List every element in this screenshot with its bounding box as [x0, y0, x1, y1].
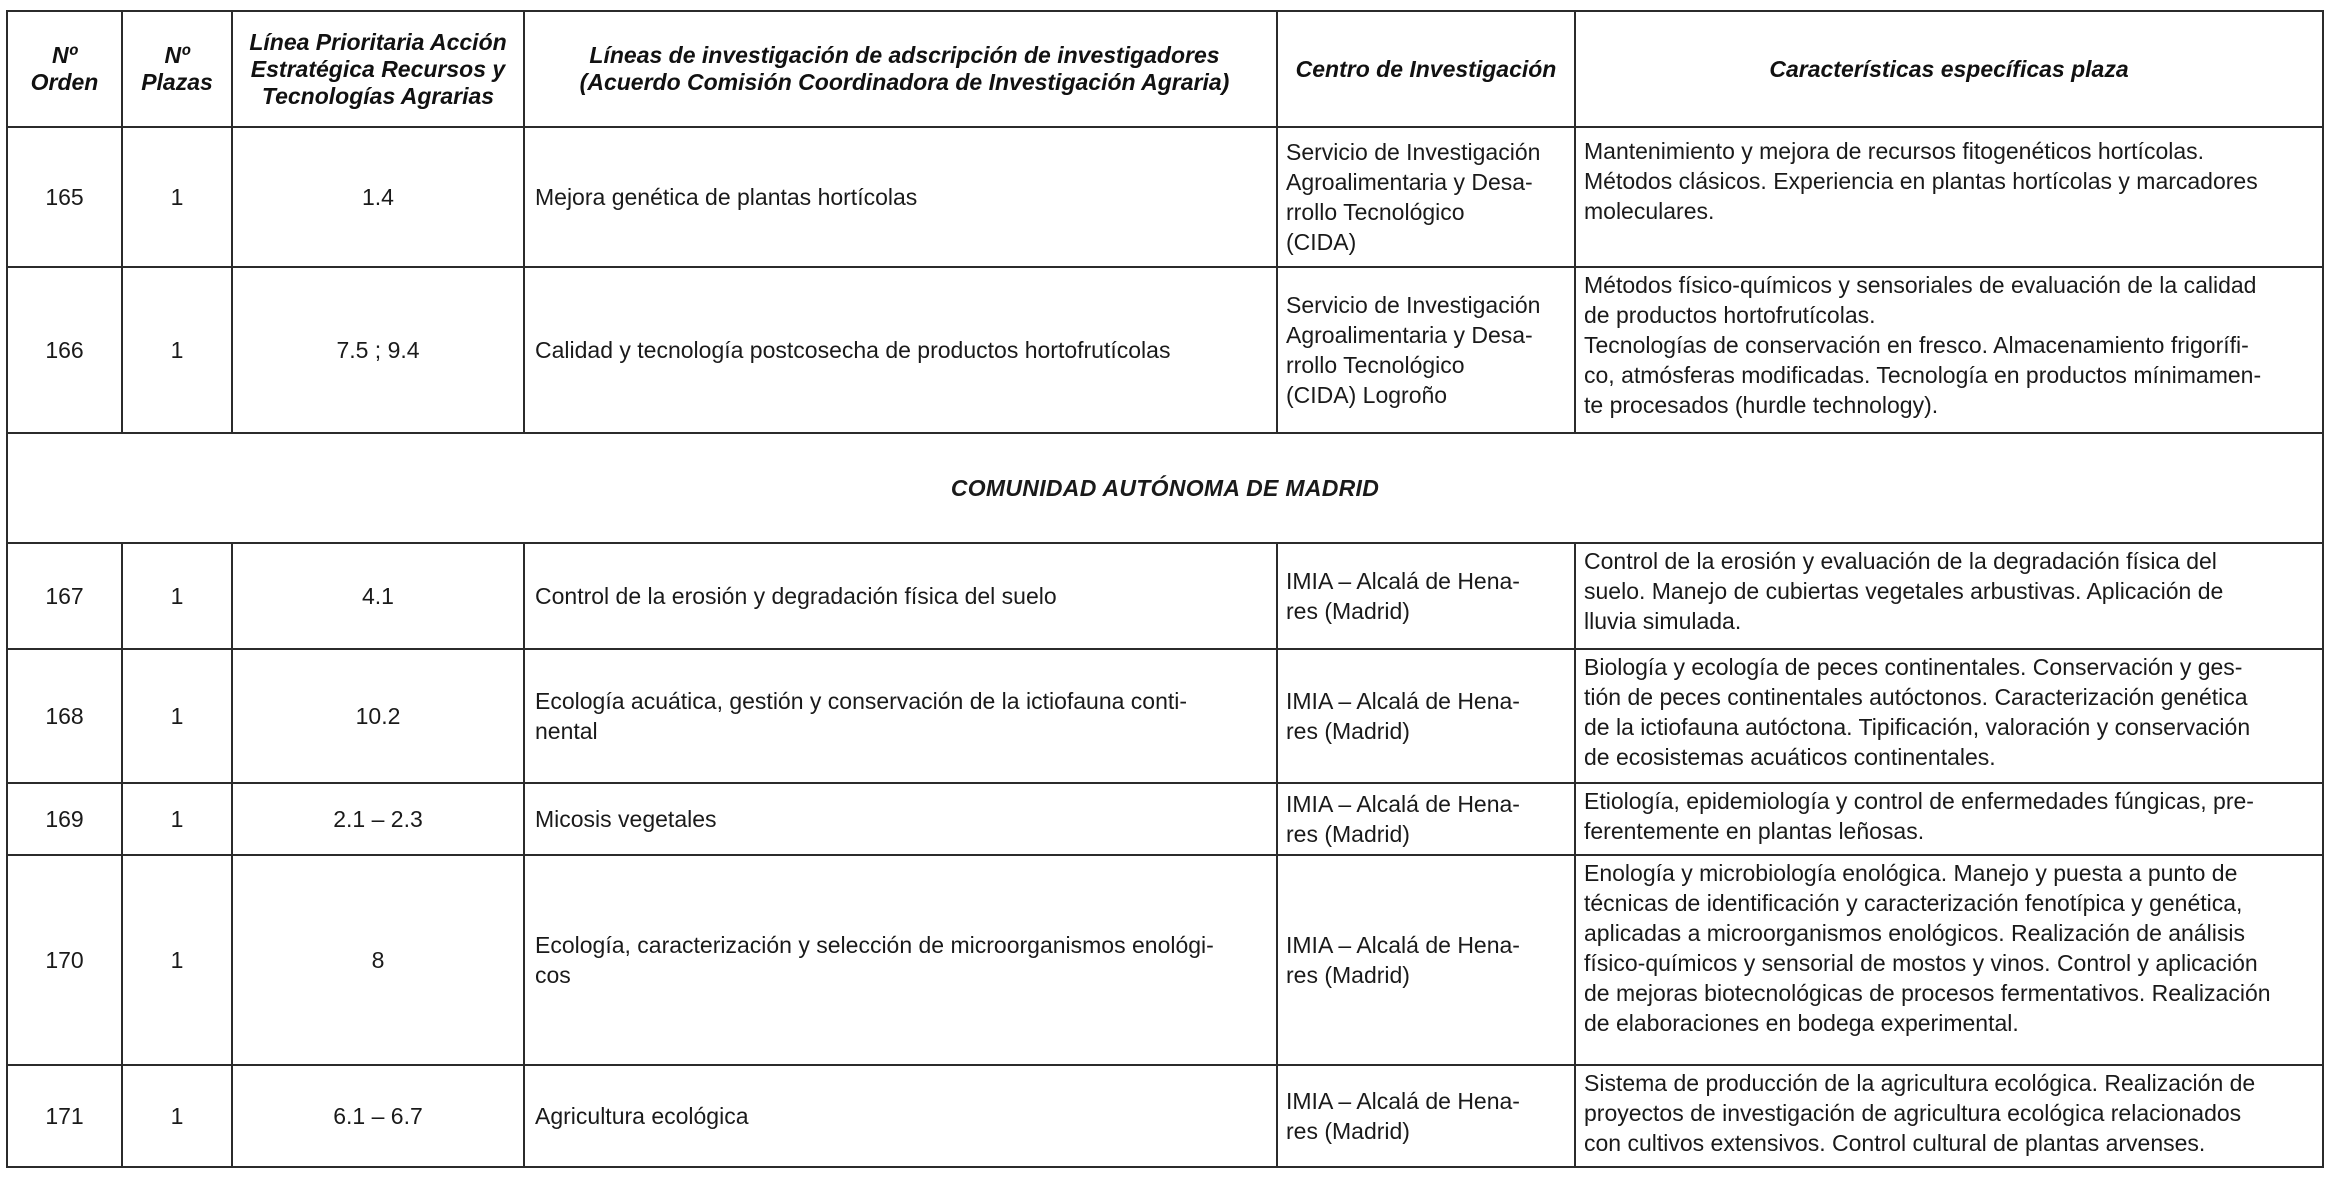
cell-plazas: 1	[122, 127, 232, 267]
cell-linea: 2.1 – 2.3	[232, 783, 524, 855]
cell-caracteristicas: Enología y microbiología enológica. Manejo y puesta a punto de técnicas de identificación y caracterización fenotípica y genética, aplicadas a microorganismos enológicos. Realización de análisis físico-químicos y sensorial de mostos y vinos. Control y aplicación de mejoras biotecnológicas de procesos fermentativos. Realización de elaboraciones en bodega experimental.	[1575, 855, 2323, 1065]
cell-centro: IMIA – Alcalá de Hena- res (Madrid)	[1277, 649, 1575, 783]
plazas-table	[6, 10, 2324, 1168]
cell-centro: IMIA – Alcalá de Hena- res (Madrid)	[1277, 543, 1575, 649]
table-row	[7, 649, 2323, 783]
cell-orden: 167	[7, 543, 122, 649]
cell-caracteristicas: Métodos físico-químicos y sensoriales de evaluación de la calidad de productos hortofrutícolas. Tecnologías de conservación en fresco. Almacenamiento frigorífi- co, atmósferas modificadas. Tecnología en productos mínimamen- te procesados (hurdle technology).	[1575, 267, 2323, 433]
cell-plazas: 1	[122, 783, 232, 855]
header-centro: Centro de Investigación	[1277, 11, 1575, 127]
cell-investigacion: Control de la erosión y degradación física del suelo	[524, 543, 1277, 649]
cell-caracteristicas: Control de la erosión y evaluación de la degradación física del suelo. Manejo de cubiertas vegetales arbustivas. Aplicación de lluvia simulada.	[1575, 543, 2323, 649]
cell-investigacion: Calidad y tecnología postcosecha de productos hortofrutícolas	[524, 267, 1277, 433]
cell-linea: 8	[232, 855, 524, 1065]
cell-caracteristicas: Mantenimiento y mejora de recursos fitogenéticos hortícolas. Métodos clásicos. Experiencia en plantas hortícolas y marcadores moleculares.	[1575, 127, 2323, 267]
cell-linea: 1.4	[232, 127, 524, 267]
cell-caracteristicas: Sistema de producción de la agricultura ecológica. Realización de proyectos de investigación de agricultura ecológica relacionados con cultivos extensivos. Control cultural de plantas arvenses.	[1575, 1065, 2323, 1167]
cell-plazas: 1	[122, 543, 232, 649]
section-title: COMUNIDAD AUTÓNOMA DE MADRID	[7, 433, 2323, 543]
section-row	[7, 433, 2323, 543]
header-lineas-investigacion: Líneas de investigación de adscripción de investigadores (Acuerdo Comisión Coordinadora de Investigación Agraria)	[524, 11, 1277, 127]
cell-investigacion: Mejora genética de plantas hortícolas	[524, 127, 1277, 267]
cell-centro: Servicio de Investigación Agroalimentaria y Desa- rrollo Tecnológico (CIDA)	[1277, 127, 1575, 267]
header-orden: Nº Orden	[7, 11, 122, 127]
cell-investigacion: Ecología acuática, gestión y conservación de la ictiofauna conti- nental	[524, 649, 1277, 783]
cell-orden: 169	[7, 783, 122, 855]
cell-centro: IMIA – Alcalá de Hena- res (Madrid)	[1277, 855, 1575, 1065]
cell-orden: 166	[7, 267, 122, 433]
cell-caracteristicas: Etiología, epidemiología y control de enfermedades fúngicas, pre- ferentemente en plantas leñosas.	[1575, 783, 2323, 855]
cell-linea: 6.1 – 6.7	[232, 1065, 524, 1167]
table-row	[7, 783, 2323, 855]
cell-orden: 170	[7, 855, 122, 1065]
cell-plazas: 1	[122, 1065, 232, 1167]
cell-investigacion: Micosis vegetales	[524, 783, 1277, 855]
cell-linea: 7.5 ; 9.4	[232, 267, 524, 433]
table-row	[7, 855, 2323, 1065]
cell-plazas: 1	[122, 855, 232, 1065]
table-row	[7, 1065, 2323, 1167]
cell-investigacion: Agricultura ecológica	[524, 1065, 1277, 1167]
table-row	[7, 127, 2323, 267]
header-caracteristicas: Características específicas plaza	[1575, 11, 2323, 127]
cell-caracteristicas: Biología y ecología de peces continentales. Conservación y ges- tión de peces continentales autóctonos. Caracterización genética de la ictiofauna autóctona. Tipificación, valoración y conservación de ecosistemas acuáticos continentales.	[1575, 649, 2323, 783]
header-linea-prioritaria: Línea Prioritaria Acción Estratégica Recursos y Tecnologías Agrarias	[232, 11, 524, 127]
cell-orden: 168	[7, 649, 122, 783]
cell-centro: IMIA – Alcalá de Hena- res (Madrid)	[1277, 1065, 1575, 1167]
cell-plazas: 1	[122, 649, 232, 783]
cell-linea: 4.1	[232, 543, 524, 649]
header-plazas: Nº Plazas	[122, 11, 232, 127]
header-row	[7, 11, 2323, 127]
cell-plazas: 1	[122, 267, 232, 433]
cell-orden: 165	[7, 127, 122, 267]
cell-centro: IMIA – Alcalá de Hena- res (Madrid)	[1277, 783, 1575, 855]
cell-centro: Servicio de Investigación Agroalimentaria y Desa- rrollo Tecnológico (CIDA) Logroño	[1277, 267, 1575, 433]
cell-orden: 171	[7, 1065, 122, 1167]
table-row	[7, 543, 2323, 649]
cell-linea: 10.2	[232, 649, 524, 783]
cell-investigacion: Ecología, caracterización y selección de microorganismos enológi- cos	[524, 855, 1277, 1065]
table-row	[7, 267, 2323, 433]
